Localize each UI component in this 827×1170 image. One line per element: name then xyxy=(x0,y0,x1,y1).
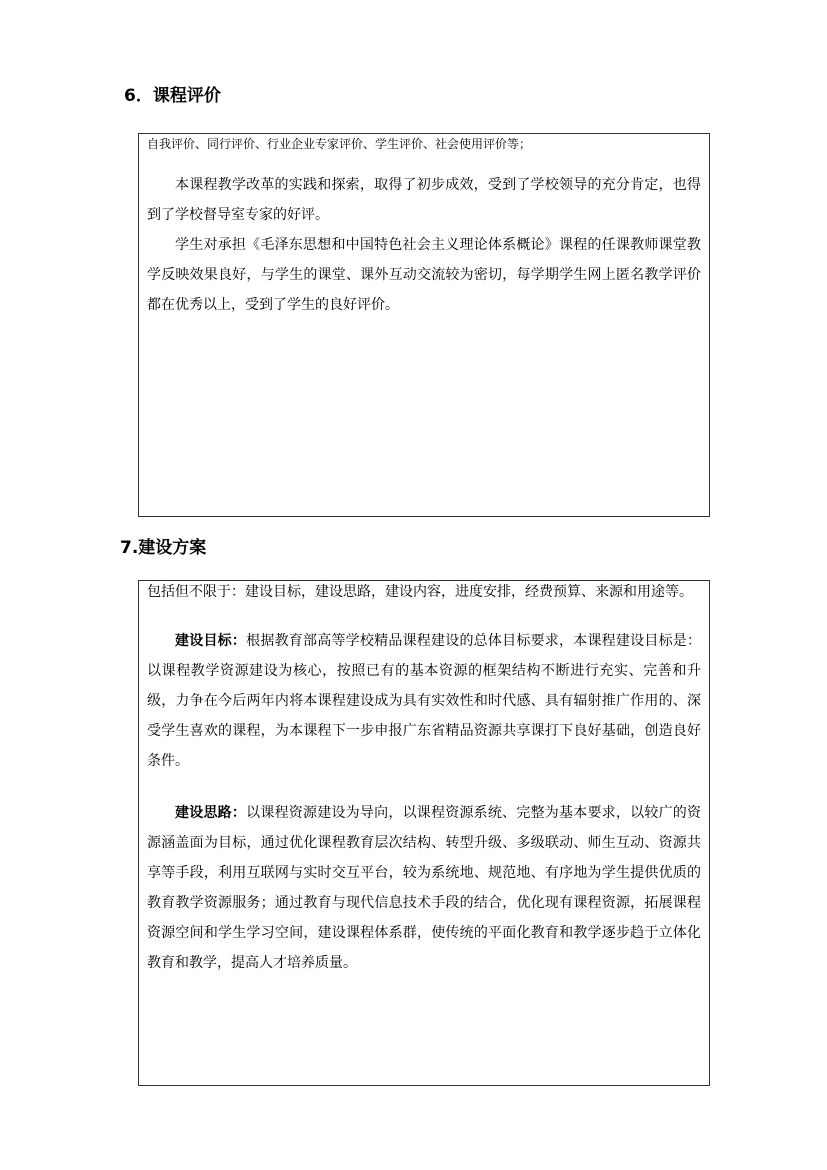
construction-approach-label: 建设思路： xyxy=(175,805,247,821)
section-7-heading: 7.建设方案 xyxy=(120,538,207,558)
section-6-heading: 6．课程评价 xyxy=(124,86,221,106)
construction-goal-label: 建设目标： xyxy=(175,633,247,649)
construction-goal-paragraph xyxy=(139,626,709,776)
evaluation-paragraph-1: 本课程教学改革的实践和探索，取得了初步成效，受到了学校领导的充分肯定，也得到了学校督导室专家的好评。 xyxy=(147,177,701,223)
evaluation-paragraph-2: 学生对承担《毛泽东思想和中国特色社会主义理论体系概论》课程的任课教师课堂教学反映效果良好，与学生的课堂、课外互动交流较为密切，每学期学生网上匿名教学评价都在优秀以上，受到了学生的良好评价。 xyxy=(147,237,701,313)
construction-approach-text: 以课程资源建设为导向，以课程资源系统、完整为基本要求，以较广的资源涵盖面为目标，通过优化课程教育层次结构、转型升级、多级联动、师生互动、资源共享等手段，利用互联网与实时交互平台，较为系统地、规范地、有序地为学生提供优质的教育教学资源服务；通过教育与现代信息技术手段的结合，优化现有课程资源，拓展课程资源空间和学生学习空间，建设课程体系群，使传统的平面化教育和教学逐步趋于立体化教育和教学，提高人才培养质量。 xyxy=(147,805,702,971)
construction-approach-paragraph xyxy=(139,798,709,978)
course-evaluation-box xyxy=(138,133,710,517)
construction-plan-box xyxy=(138,580,710,1086)
construction-goal-text: 根据教育部高等学校精品课程建设的总体目标要求，本课程建设目标是：以课程教学资源建设为核心，按照已有的基本资源的框架结构不断进行充实、完善和升级，力争在今后两年内将本课程建设成为具有实效性和时代感、具有辐射推广作用的、深受学生喜欢的课程，为本课程下一步申报广东省精品资源共享课打下良好基础，创造良好条件。 xyxy=(147,633,702,769)
construction-plan-prompt: 包括但不限于：建设目标，建设思路，建设内容，进度安排，经费预算、来源和用途等。 xyxy=(147,584,693,600)
course-evaluation-prompt: 自我评价、同行评价、行业企业专家评价、学生评价、社会使用评价等； xyxy=(147,137,532,151)
